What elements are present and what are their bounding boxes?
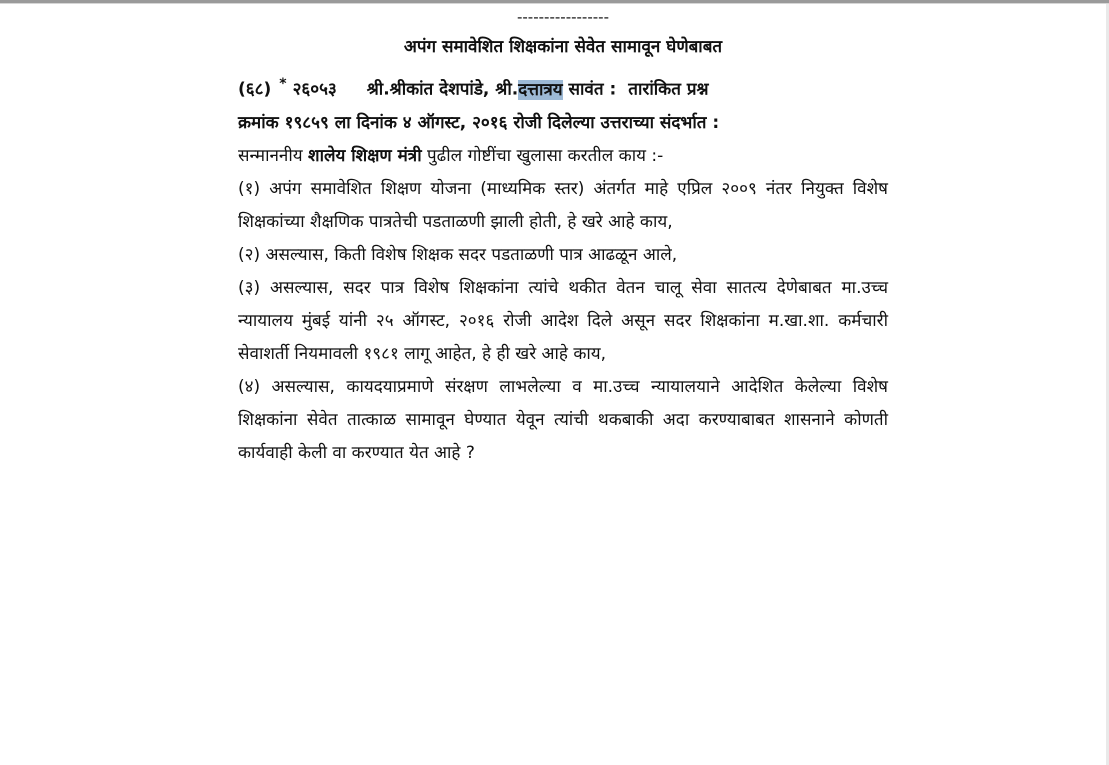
intro-start: सन्माननीय <box>238 145 309 166</box>
question-reference: क्रमांक १९८५९ ला दिनांक ४ ऑगस्ट, २०१६ रोजी दिलेल्या उत्तराच्या संदर्भात : <box>238 112 720 133</box>
question-type: तारांकित प्रश्न <box>628 79 709 100</box>
document-page <box>238 6 888 470</box>
question-number: (६८) <box>238 79 272 100</box>
minister-name: शालेय शिक्षण मंत्री <box>308 145 422 166</box>
question-item-4: (४) असल्यास, कायदयाप्रमाणे संरक्षण लाभलेल्या व मा.उच्च न्यायालयाने आदेशित केलेल्या विशेष शिक्षकांना सेवेत तात्काळ सामावून घेण्यात येवून त्यांची थकबाकी अदा करण्याबाबत शासनाने कोणती कार्यवाही केली वा करण्यात येत आहे ? <box>238 376 888 463</box>
intro-end: पुढील गोष्टींचा खुलासा करतील काय :- <box>421 145 664 166</box>
separator-line: ----------------- <box>516 8 609 26</box>
question-item-2: (२) असल्यास, किती विशेष शिक्षक सदर पडताळणी पात्र आढळून आले, <box>238 244 678 265</box>
members-after: सावंत : <box>562 79 617 100</box>
starred-marker: * <box>279 76 287 92</box>
question-item-1: (१) अपंग समावेशित शिक्षण योजना (माध्यमिक स्तर) अंतर्गत माहे एप्रिल २००९ नंतर नियुक्त विशेष शिक्षकांच्या शैक्षणिक पात्रतेची पडताळणी झाली होती, हे खरे आहे काय, <box>238 178 888 232</box>
question-header <box>238 68 888 173</box>
question-title: अपंग समावेशित शिक्षकांना सेवेत सामावून घेणेबाबत <box>403 37 723 57</box>
window-top-border <box>0 0 1109 4</box>
selected-text-highlight[interactable]: दत्तात्रय <box>518 79 563 100</box>
members-before: श्री.श्रीकांत देशपांडे, श्री. <box>366 79 519 100</box>
question-item-3: (३) असल्यास, सदर पात्र विशेष शिक्षकांना त्यांचे थकीत वेतन चालू सेवा सातत्य देणेबाबत मा.उच्च न्यायालय मुंबई यांनी २५ ऑगस्ट, २०१६ रोजी आदेश दिले असून सदर शिक्षकांना म.खा.शा. कर्मचारी सेवाशर्ती नियमावली १९८१ लागू आहेत, हे ही खरे आहे काय, <box>238 277 888 364</box>
question-id: २६०५३ <box>292 79 337 100</box>
